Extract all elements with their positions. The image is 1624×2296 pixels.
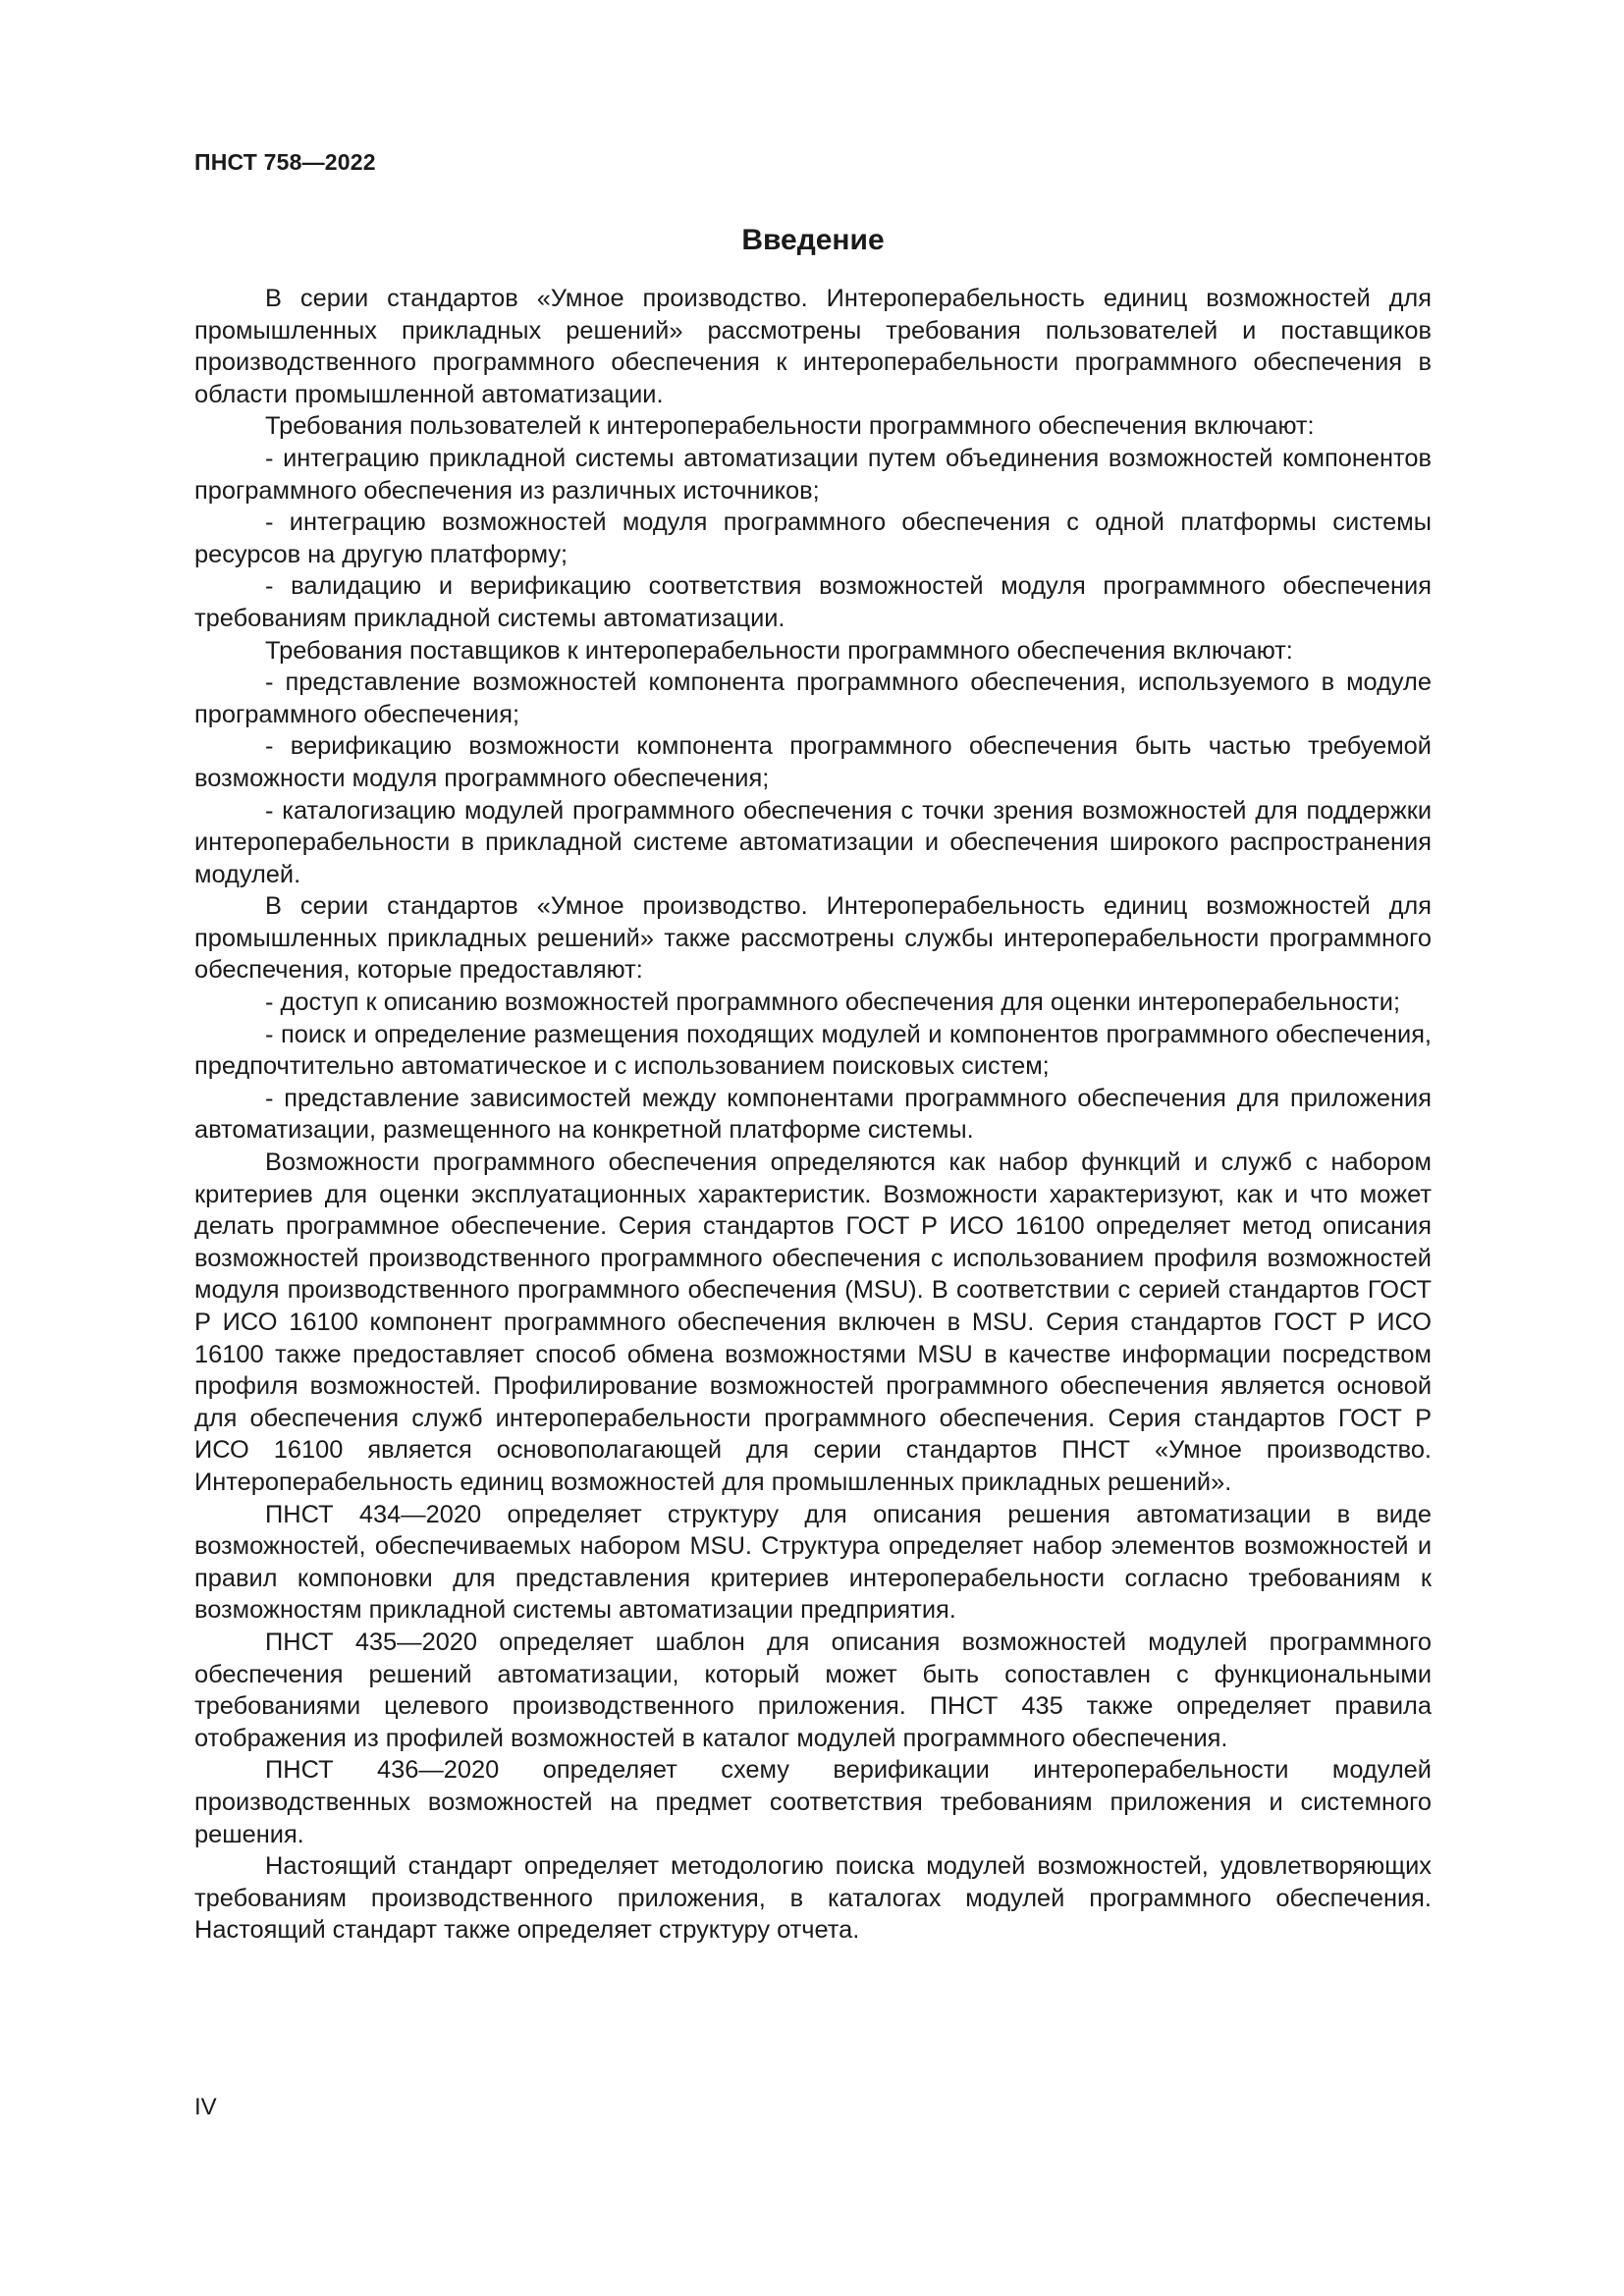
list-item: - валидацию и верификацию соответствия возможностей модуля программного обеспечения требованиям прикладной системы автоматизации. [194,572,1432,632]
list-item: - доступ к описанию возможностей программного обеспечения для оценки интероперабельности; [265,988,1401,1017]
list-item: - интеграцию прикладной системы автоматизации путем объединения возможностей компонентов программного обеспечения из различных источников; [194,444,1432,505]
list-item: - каталогизацию модулей программного обеспечения с точки зрения возможностей для поддержки интероперабельности в прикладной системе автоматизации и обеспечения широкого распространения модулей. [194,796,1432,888]
paragraph: ПНСТ 435—2020 определяет шаблон для описания возможностей модулей программного обеспечения решений автоматизации, который может быть сопоставлен с функциональными требованиями целевого производственного приложения. ПНСТ 435 также определяет правила отображения из профилей возможностей в каталог модулей программного обеспечения. [194,1628,1432,1752]
paragraph: В серии стандартов «Умное производство. Интероперабельность единиц возможностей для промышленных прикладных решений» также рассмотрены службы интероперабельности программного обеспечения, которые предоставляют: [194,892,1432,985]
paragraph: В серии стандартов «Умное производство. Интероперабельность единиц возможностей для промышленных прикладных решений» рассмотрены требования пользователей и поставщиков производственного программного обеспечения к интероперабельности программного обеспечения в области промышленной автоматизации. [194,285,1432,408]
document-body [194,283,1432,1947]
paragraph: Настоящий стандарт определяет методологию поиска модулей возможностей, удовлетворяющих требованиям производственного приложения, в каталогах модулей программного обеспечения. Настоящий стандарт также определяет структуру отчета. [194,1852,1432,1945]
list-item: - поиск и определение размещения походящих модулей и компонентов программного обеспечения, предпочтительно автоматическое и с использованием поисковых систем; [194,1020,1432,1081]
list-item: - представление зависимостей между компонентами программного обеспечения для приложения автоматизации, размещенного на конкретной платформе системы. [194,1084,1432,1145]
paragraph: Требования поставщиков к интероперабельности программного обеспечения включают: [265,636,1293,665]
list-item: - интеграцию возможностей модуля программного обеспечения с одной платформы системы ресурсов на другую платформу; [194,508,1432,568]
standard-code-header: ПНСТ 758—2022 [194,149,376,175]
list-item: - представление возможностей компонента программного обеспечения, используемого в модуле программного обеспечения; [194,668,1432,728]
paragraph: ПНСТ 434—2020 определяет структуру для описания решения автоматизации в виде возможностей, обеспечиваемых набором MSU. Структура определяет набор элементов возможностей и правил компоновки для представления критериев интероперабельности согласно требованиям к возможностям прикладной системы автоматизации предприятия. [194,1500,1432,1625]
page-number: IV [194,2094,217,2120]
paragraph: Требования пользователей к интероперабельности программного обеспечения включают: [265,412,1315,441]
section-title: Введение [741,224,885,256]
paragraph: ПНСТ 436—2020 определяет схему верификации интероперабельности модулей производственных возможностей на предмет соответствия требованиям приложения и системного решения. [194,1756,1432,1848]
list-item: - верификацию возможности компонента программного обеспечения быть частью требуемой возможности модуля программного обеспечения; [194,732,1432,792]
paragraph: Возможности программного обеспечения определяются как набор функций и служб с набором критериев для оценки эксплуатационных характеристик. Возможности характеризуют, как и что может делать программное обеспечение. Серия стандартов ГОСТ Р ИСО 16100 определяет метод описания возможностей производственного программного обеспечения с использованием профиля возможностей модуля производственного программного обеспечения (MSU). В соответствии с серией стандартов ГОСТ Р ИСО 16100 компонент программного обеспечения включен в MSU. Серия стандартов ГОСТ Р ИСО 16100 также предоставляет способ обмена возможностями MSU в качестве информации посредством профиля возможностей. Профилирование возможностей программного обеспечения является основой для обеспечения служб интероперабельности программного обеспечения. Серия стандартов ГОСТ Р ИСО 16100 является основополагающей для серии стандартов ПНСТ «Умное производство. Интероперабельность единиц возможностей для промышленных прикладных решений». [194,1148,1432,1496]
